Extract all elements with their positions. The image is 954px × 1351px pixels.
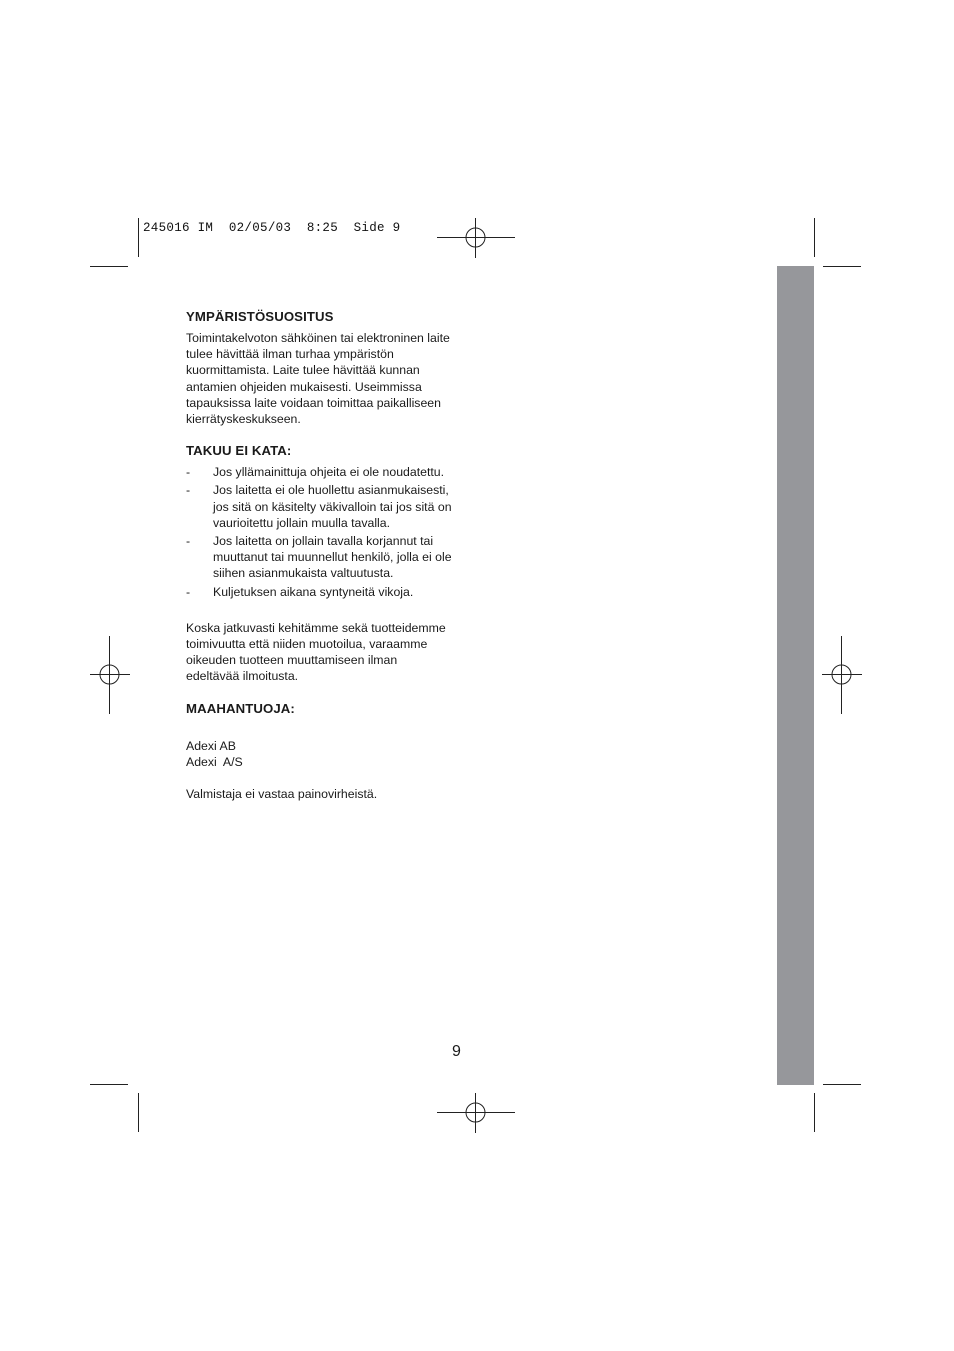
crop-mark-bottom-right-vertical	[814, 1093, 815, 1132]
list-item	[186, 464, 471, 480]
text-line: antamien ohjeiden mukaisesti. Useimmissa	[186, 379, 422, 394]
text-line: kuormittamista. Laite tulee hävittää kunnan	[186, 363, 420, 378]
text-line: Jos laitetta on jollain tavalla korjannut tai	[213, 534, 434, 549]
paragraph-importer	[186, 722, 471, 771]
text-line: Koska jatkuvasti kehitämme sekä tuotteidemme	[186, 620, 446, 635]
registration-mark-left-icon	[90, 636, 130, 714]
text-line: edeltävää ilmoitusta.	[186, 669, 299, 684]
crop-mark-bottom-right-horizontal	[823, 1084, 861, 1085]
dash-bullet: -	[186, 483, 191, 498]
text-line: toimivuutta että niiden muotoilua, varaamme	[186, 637, 428, 652]
text-line: oikeuden tuotteen muuttamiseen ilman	[186, 653, 398, 668]
crop-mark-bottom-left-vertical	[138, 1093, 139, 1132]
text-line: Adexi A/S	[186, 755, 243, 770]
crop-mark-top-left-vertical	[138, 218, 139, 257]
list-item	[186, 482, 471, 531]
page-content	[186, 309, 471, 802]
text-line: Jos yllämainittuja ohjeita ei ole noudatettu.	[213, 465, 445, 480]
list-item	[186, 584, 471, 600]
dash-bullet: -	[186, 584, 191, 599]
page-number: 9	[452, 1043, 461, 1060]
text-line: siihen asianmukaista valtuutusta.	[213, 566, 394, 581]
crop-mark-top-left-horizontal	[90, 266, 128, 267]
crop-mark-top-right-vertical	[814, 218, 815, 257]
heading-importer: MAAHANTUOJA:	[186, 700, 295, 716]
warranty-list	[186, 464, 471, 600]
paragraph-environment	[186, 330, 471, 427]
text-line: kierrätyskeskukseen.	[186, 412, 301, 427]
crop-mark-bottom-left-horizontal	[90, 1084, 128, 1085]
text-line: tulee hävittää ilman turhaa ympäristön	[186, 347, 394, 362]
text-line: Jos laitetta ei ole huollettu asianmukaisesti,	[213, 483, 449, 498]
heading-warranty: TAKUU EI KATA:	[186, 443, 292, 459]
registration-mark-right-icon	[822, 636, 862, 714]
registration-mark-top-icon	[437, 218, 515, 258]
text-line: vaurioitettu jollain muulla tavalla.	[213, 515, 391, 530]
dash-bullet: -	[186, 534, 191, 549]
side-tab	[777, 266, 814, 1085]
text-line: muuttanut tai muunnellut henkilö, jolla ei ole	[213, 550, 452, 565]
heading-environment: YMPÄRISTÖSUOSITUS	[186, 309, 334, 324]
crop-mark-top-right-horizontal	[823, 266, 861, 267]
text-line: Toimintakelvoton sähköinen tai elektroninen laite	[186, 331, 450, 345]
registration-mark-bottom-icon	[437, 1093, 515, 1133]
text-line: Adexi AB	[186, 738, 236, 753]
list-item	[186, 533, 471, 582]
paragraph-development	[186, 620, 471, 685]
text-line: jos sitä on käsitelty väkivalloin tai jos sitä on	[213, 499, 452, 514]
print-slug: 245016 IM 02/05/03 8:25 Side 9	[143, 221, 401, 235]
dash-bullet: -	[186, 465, 191, 480]
text-line: Kuljetuksen aikana syntyneitä vikoja.	[213, 584, 414, 599]
disclaimer: Valmistaja ei vastaa painovirheistä.	[186, 787, 378, 802]
text-line: tapauksissa laite voidaan toimittaa paikalliseen	[186, 395, 441, 410]
